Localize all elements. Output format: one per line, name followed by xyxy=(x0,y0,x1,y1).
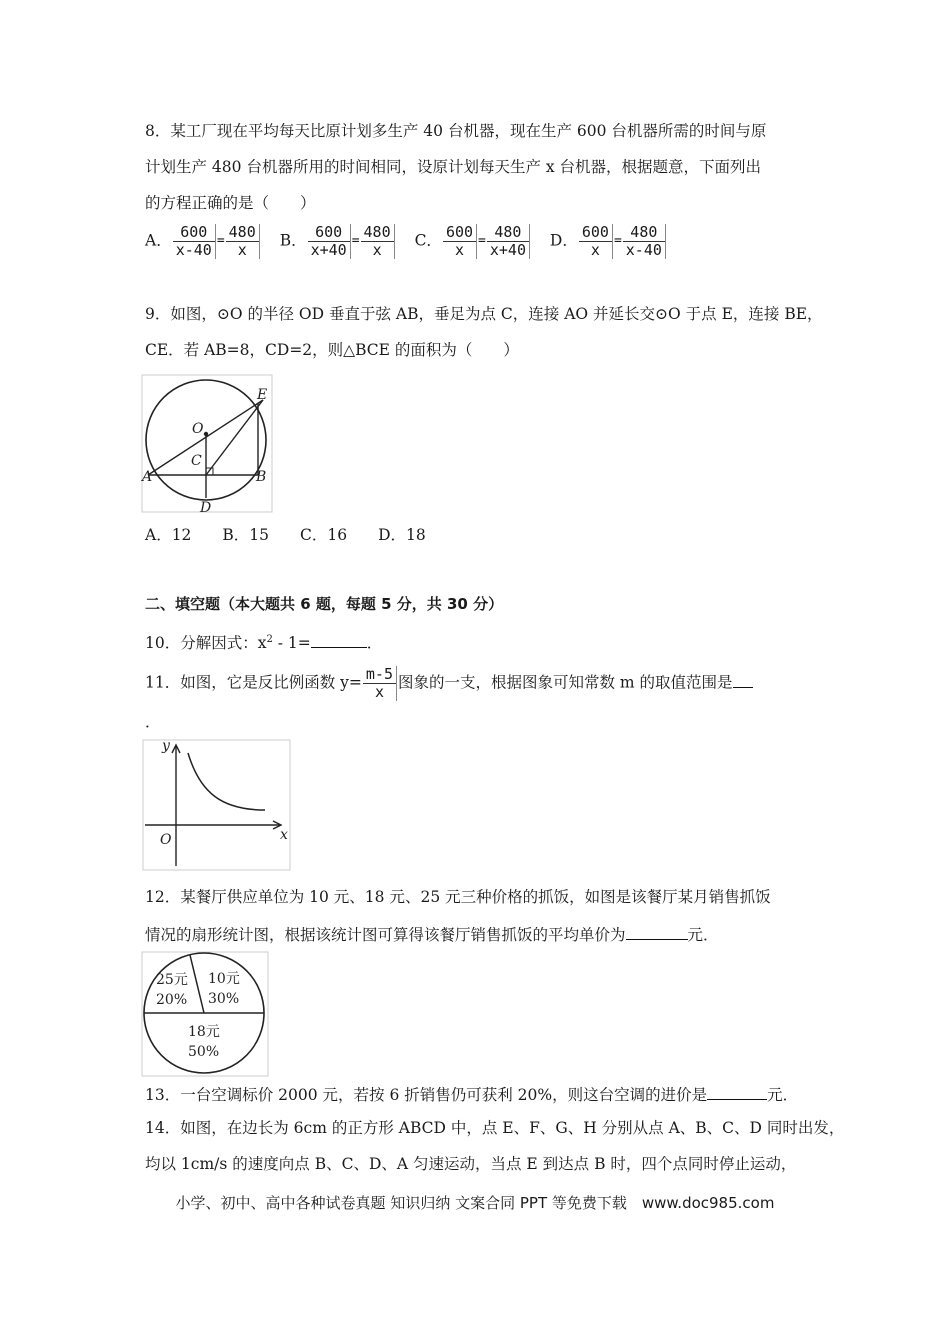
fraction: $\frac{480}{x+40}$ xyxy=(487,224,530,259)
q9-options: A．12 B．15 C．16 D．18 xyxy=(145,526,426,544)
slice-18-pct: 50% xyxy=(188,1044,220,1060)
q11: 11．如图，它是反比例函数 y= $\frac{m-5}{x}$ 图象的一支，根据图象可知常数 m 的取值范围是 xyxy=(145,666,753,701)
slice-10-label: 10元 xyxy=(208,971,240,987)
hyperbola-graph xyxy=(140,738,295,873)
center-dot xyxy=(204,432,208,436)
fraction: $\frac{600}{x+40}$ xyxy=(308,224,351,259)
slice-25-label: 25元 xyxy=(156,972,188,988)
fraction: $\frac{600}{x}$ xyxy=(443,224,477,259)
answer-blank[interactable] xyxy=(311,632,367,648)
q8-option-a: A． $\frac{600}{x-40}$ = $\frac{480}{x}$ xyxy=(145,224,261,259)
q8-option-c: C． $\frac{600}{x}$ = $\frac{480}{x+40}$ xyxy=(415,224,531,259)
fraction: $\frac{480}{x}$ xyxy=(226,224,260,259)
label-d: D xyxy=(200,500,212,516)
q8-options xyxy=(145,224,667,259)
line-ce xyxy=(206,400,263,475)
label-y: y xyxy=(162,738,170,754)
slice-18-label: 18元 xyxy=(188,1024,220,1040)
pie-chart xyxy=(140,950,270,1078)
q9-line-1: 9．如图，⊙O 的半径 OD 垂直于弦 AB，垂足为点 C，连接 AO 并延长交⊙O 于点 E，连接 BE， xyxy=(145,305,823,323)
answer-blank[interactable] xyxy=(707,1084,767,1100)
label-c: C xyxy=(191,453,202,469)
label-b: B xyxy=(256,469,267,485)
q14-line-1: 14．如图，在边长为 6cm 的正方形 ABCD 中，点 E、F、G、H 分别从点 A、B、C、D 同时出发， xyxy=(145,1119,845,1137)
label-o: O xyxy=(192,421,204,437)
label-a: A xyxy=(142,469,153,485)
q13: 13．一台空调标价 2000 元，若按 6 折销售仍可获利 20%，则这台空调的进价是 元． xyxy=(145,1086,799,1104)
answer-blank[interactable] xyxy=(733,672,753,688)
label-origin: O xyxy=(160,832,172,848)
hyperbola-branch xyxy=(188,753,265,810)
q8-option-d: D． $\frac{600}{x}$ = $\frac{480}{x-40}$ xyxy=(550,224,667,259)
q9-line-2: CE．若 AB=8，CD=2，则△BCE 的面积为（ ） xyxy=(145,341,519,359)
page-footer: 小学、初中、高中各种试卷真题 知识归纳 文案合同 PPT 等免费下载 www.doc985.com xyxy=(175,1194,775,1212)
fraction: $\frac{600}{x-40}$ xyxy=(173,224,216,259)
slice-25-pct: 20% xyxy=(156,992,188,1008)
q8-option-b: B． $\frac{600}{x+40}$ = $\frac{480}{x}$ xyxy=(280,224,396,259)
fraction: $\frac{480}{x-40}$ xyxy=(623,224,666,259)
section-title: 二、填空题（本大题共 6 题，每题 5 分，共 30 分） xyxy=(145,595,504,613)
q8-line-3: 的方程正确的是（ ） xyxy=(145,194,316,212)
label-e: E xyxy=(257,387,268,403)
label-x: x xyxy=(280,827,288,843)
fraction: $\frac{600}{x}$ xyxy=(579,224,613,259)
q10: 10．分解因式：$x^2 - 1=$ ． xyxy=(145,634,383,653)
q14-line-2: 均以 1cm/s 的速度向点 B、C、D、A 匀速运动，当点 E 到达点 B 时，四个点同时停止运动， xyxy=(145,1155,797,1173)
q8-line-2: 计划生产 480 台机器所用的时间相同，设原计划每天生产 x 台机器，根据题意，下面列出 xyxy=(145,158,762,176)
answer-blank[interactable] xyxy=(626,924,688,940)
slice-10-pct: 30% xyxy=(208,991,240,1007)
fraction: $\frac{m-5}{x}$ xyxy=(363,666,397,701)
circle-figure xyxy=(140,372,280,517)
q8-line-1: 8．某工厂现在平均每天比原计划多生产 40 台机器，现在生产 600 台机器所需的时间与原 xyxy=(145,122,767,140)
fraction: $\frac{480}{x}$ xyxy=(361,224,395,259)
q11-cont: ． xyxy=(145,713,161,731)
q12-line-2: 情况的扇形统计图，根据该统计图可算得该餐厅销售抓饭的平均单价为 元． xyxy=(145,926,719,944)
q12-line-1: 12．某餐厅供应单位为 10 元、18 元、25 元三种价格的抓饭，如图是该餐厅某月销售抓饭 xyxy=(145,888,771,906)
